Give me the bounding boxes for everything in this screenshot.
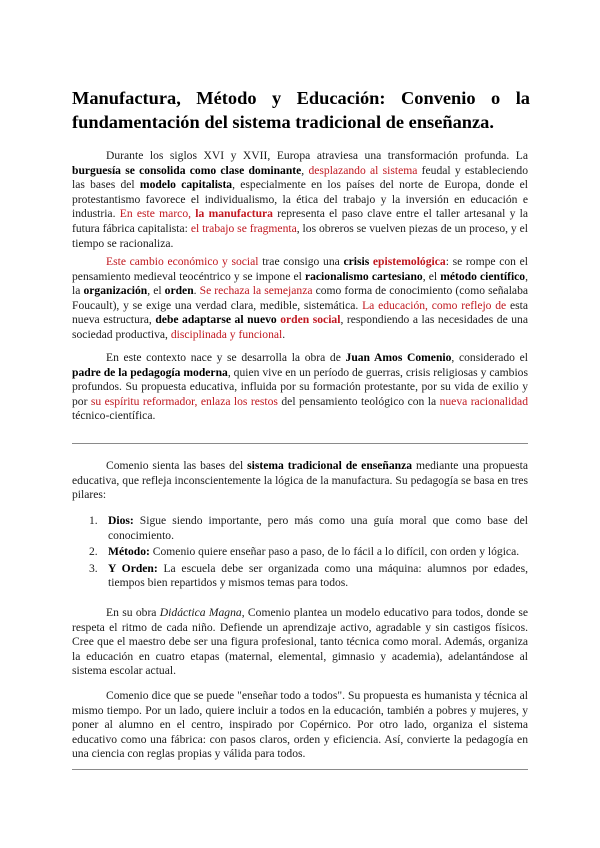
text-run: : se rompe con el pensamiento medieval teocéntrico y se impone el <box>72 255 529 283</box>
title-line-2: fundamentación del sistema tradicional de enseñanza. <box>72 112 494 132</box>
text-run: , la <box>72 269 529 298</box>
paragraph-3 <box>72 351 528 424</box>
text-run: Durante los siglos XVI y XVII, Europa atraviesa una transformación profunda. La <box>106 149 528 162</box>
paragraph-4 <box>72 459 528 503</box>
bold-run: burguesía se consolida como clase dominante <box>72 163 302 177</box>
list-item <box>72 514 528 543</box>
italic-run: Didáctica Magna <box>159 606 242 619</box>
list-text: La escuela debe ser organizada como una máquina: alumnos por edades, tiempos bien repartidos y mismos temas para todos. <box>108 561 528 590</box>
text-run: En este contexto nace y se desarrolla la obra de <box>106 351 346 364</box>
text-run: , quien vive en un período de guerras, crisis religiosas y cambios profundos. Su propuesta educativa, influida por su formación protestante, por su vida de exilio y por <box>72 365 528 408</box>
highlight-run: En este marco, <box>119 207 196 221</box>
highlight-run: su espíritu reformador, enlaza los restos <box>90 394 278 408</box>
text-run: , Comenio plantea un modelo educativo para todos, donde se respeta el ritmo de cada niño. Defiende un aprendizaje activo, agradable y sin castigos físicos. Cree que el maestro debe ser una figura profesional, tanto técnica como moral. Además, organiza la educación en cuatro etapas (maternal, elemental, gimnasio y academia), adelantándose al sistema escolar actual. <box>72 606 528 678</box>
page-bottom-divider <box>72 769 528 770</box>
list-item <box>72 545 528 560</box>
text-run: feudal y estableciendo las bases del <box>72 163 529 192</box>
highlight-bold-run: la manufactura <box>195 207 273 221</box>
text-run: mediante una propuesta educativa, que refleja inconscientemente la lógica de la manufactura. Su pedagogía se basa en tres pilares: <box>72 459 529 502</box>
text-run: trae consigo una <box>258 255 344 268</box>
text-run: , especialmente en los países del norte de Europa, donde el protestantismo favorece el individualismo, la ética del trabajo y la inversión en educación e industria. <box>72 178 528 221</box>
paragraph-1 <box>72 149 528 251</box>
highlight-bold-run: epistemológica <box>372 255 446 268</box>
bold-run: racionalismo cartesiano <box>304 269 423 283</box>
bold-run: debe adaptarse al nuevo <box>155 313 281 327</box>
highlight-run: Se rechaza la semejanza <box>199 284 313 298</box>
text-run: , el <box>422 269 441 283</box>
text-run: . <box>193 284 200 298</box>
text-run: técnico-científica. <box>72 409 156 423</box>
bold-run: sistema tradicional de enseñanza <box>247 459 413 472</box>
bold-run: Juan Amos Comenio <box>345 351 452 364</box>
text-run: esta nueva estructura, <box>72 298 528 327</box>
list-item <box>72 562 528 591</box>
paragraph-5 <box>72 606 528 679</box>
highlight-run: disciplinada y funcional <box>170 327 283 341</box>
text-run: En su obra <box>106 606 160 619</box>
list-number: 3. <box>89 561 98 575</box>
text-run: , los obreros se vuelven piezas de un proceso, y el tiempo se racionaliza. <box>72 221 528 250</box>
bold-run: crisis <box>343 255 373 268</box>
paragraph-6 <box>72 689 528 762</box>
text-run: , considerado el <box>451 351 528 364</box>
list-term: Dios: <box>108 514 134 527</box>
highlight-run: el trabajo se fragmenta <box>190 221 297 235</box>
text-run: del pensamiento teológico con la <box>277 394 440 408</box>
bold-run: orden <box>164 284 194 298</box>
section-divider <box>72 443 528 444</box>
highlight-bold-run: orden social <box>280 313 341 327</box>
list-number: 2. <box>89 545 98 559</box>
text-run: Comenio sienta las bases del <box>106 459 248 472</box>
text-run: representa el paso clave entre el taller artesanal y la futura fábrica capitalista: <box>72 207 529 235</box>
bold-run: organización <box>83 284 148 298</box>
list-text: Sigue siendo importante, pero más como una guía moral que como base del conocimiento. <box>108 514 528 542</box>
highlight-run: La educación, como reflejo de <box>362 298 507 312</box>
text-run: , <box>301 163 309 177</box>
text-run: , el <box>147 284 165 298</box>
bold-run: método científico <box>440 269 526 283</box>
document-title <box>72 86 530 134</box>
highlight-run: nueva racionalidad <box>439 394 528 408</box>
list-number: 1. <box>89 514 98 527</box>
paragraph-2 <box>72 255 528 343</box>
highlight-run: Este cambio económico y social <box>106 255 259 268</box>
bold-run: modelo capitalista <box>139 178 233 192</box>
list-term: Método: <box>108 545 150 559</box>
bold-run: padre de la pedagogía moderna <box>72 365 228 379</box>
text-run: Comenio dice que se puede "enseñar todo a todos". Su propuesta es humanista y técnica al mismo tiempo. Por un lado, quiere incluir a todos en la educación, también a pobres y mujeres, y poner al alumno en el centro, inspirado por Copérnico. Por otro lado, organiza el sistema educativo como una fábrica: con pasos claros, orden y eficiencia. Así, convierte la pedagogía en una ciencia con reglas propias y válida para todos. <box>72 689 528 761</box>
list-text: Comenio quiere enseñar paso a paso, de lo fácil a lo difícil, con orden y lógica. <box>149 545 520 559</box>
highlight-run: desplazando al sistema <box>308 163 418 177</box>
list-term: Y Orden: <box>108 561 158 575</box>
title-line-1: Manufactura, Método y Educación: Convenio o la <box>72 88 530 108</box>
pillars-list <box>72 514 528 593</box>
text-run: como forma de conocimiento (como señalaba Foucault), y se exige una verdad clara, medible, sistemática. <box>72 284 529 312</box>
text-run: , respondiendo a las necesidades de una sociedad productiva, <box>72 313 529 341</box>
text-run: . <box>282 327 286 341</box>
